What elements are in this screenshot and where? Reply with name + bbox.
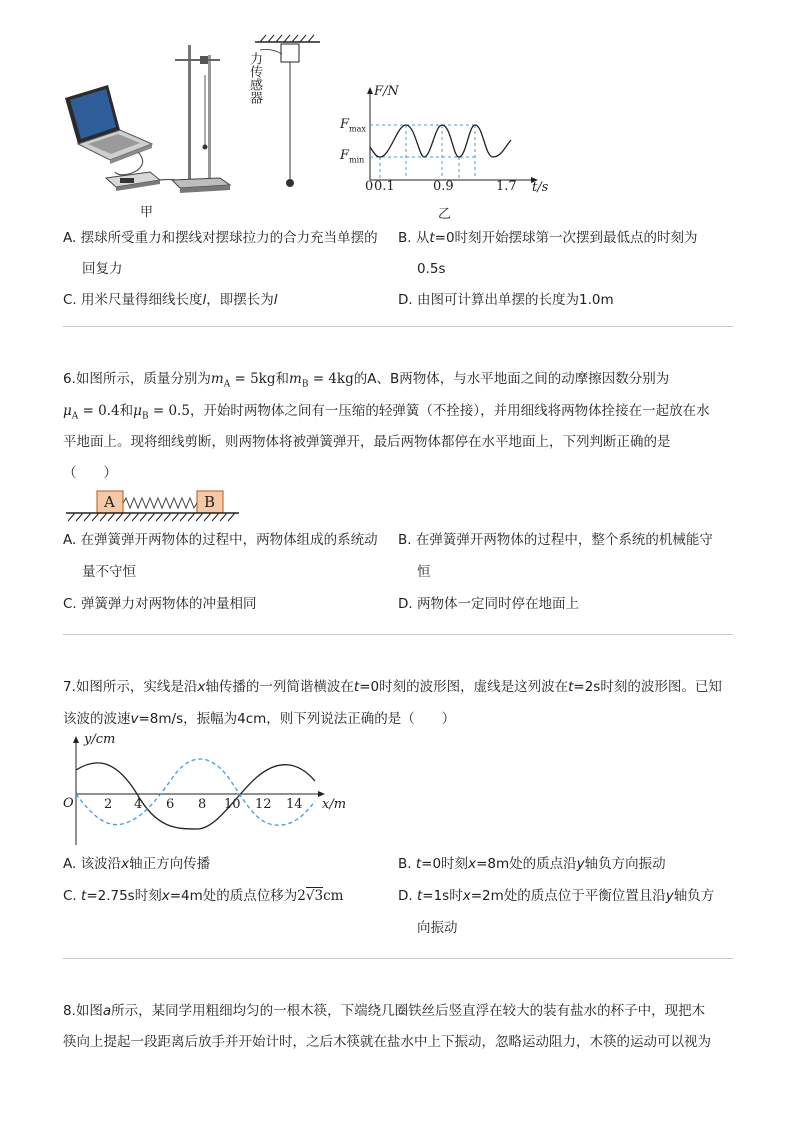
wave-tick-6: 6	[166, 797, 175, 812]
q7-option-b[interactable]: B. t=0时刻x=8m处的质点沿y轴负方向振动	[398, 856, 666, 872]
q5-option-a-line2: 回复力	[82, 261, 123, 277]
q6-stem-line3: 平地面上。现将细线剪断，则两物体将被弹簧弹开，最后两物体都停在水平地面上，下列判断正确的是	[63, 434, 671, 450]
q6-option-c[interactable]: C. 弹簧弹力对两物体的冲量相同	[63, 596, 257, 612]
iron-stand-icon	[172, 45, 230, 193]
data-logger-icon	[106, 172, 160, 191]
wave-tick-10: 10	[224, 797, 241, 812]
q7-stem-line2: 该波的波速v=8m/s，振幅为4cm，则下列说法正确的是（ ）	[63, 711, 456, 727]
q6-option-b-line2: 恒	[417, 564, 431, 580]
divider-1	[63, 326, 733, 327]
wave-tick-14: 14	[286, 797, 303, 812]
spring-figure-svg	[64, 489, 244, 523]
wave-tick-12: 12	[255, 797, 272, 812]
q6-stem-line4: （ ）	[63, 465, 117, 481]
wave-origin-label: O	[63, 796, 74, 811]
fmin-label: $F_{min}$	[340, 148, 365, 165]
wave-tick-8: 8	[198, 797, 207, 812]
graph-tick-0.9: 0.9	[433, 179, 454, 194]
q6-stem-line2: $\mu_A = 0.4$和$\mu_B = 0.5$，开始时两物体之间有一压缩的轻弹簧（不拴接），并用细线将两物体拴接在一起放在水	[63, 403, 710, 422]
q7-stem-line1: 7.如图所示，实线是沿x轴传播的一列简谐横波在t=0时刻的波形图，虚线是这列波在t=2s时刻的波形图。已知	[63, 679, 722, 695]
wave-x-axis-label: x/m	[322, 797, 347, 812]
block-b-label: B	[204, 493, 216, 511]
force-sensor-icon	[255, 35, 320, 187]
q6-option-a-line2: 量不守恒	[82, 564, 136, 580]
force-axis-label: F/N	[374, 84, 399, 99]
q6-option-b-line1[interactable]: B. 在弹簧弹开两物体的过程中，整个系统的机械能守	[398, 532, 713, 548]
spring	[123, 498, 197, 508]
q7-option-d-line2: 向振动	[417, 920, 458, 936]
graph-tick-1.7: 1.7	[496, 179, 517, 194]
q7-option-c[interactable]: C. t=2.75s时刻x=4m处的质点位移为2√3cm	[63, 888, 344, 904]
wave-graph-svg	[60, 733, 350, 851]
displacement-value: 2√3cm	[297, 888, 344, 904]
graph-tick-0: 0	[365, 179, 374, 194]
fmax-label: $F_{max}$	[340, 117, 366, 134]
q5-option-d[interactable]: D. 由图可计算出单摆的长度为1.0m	[398, 292, 614, 308]
block-a-label: A	[104, 493, 115, 511]
wave-graph	[60, 733, 350, 851]
figure-label-yi: 乙	[438, 207, 452, 222]
q6-option-a-line1[interactable]: A. 在弹簧弹开两物体的过程中，两物体组成的系统动	[63, 532, 378, 548]
q8-stem-line2: 筷向上提起一段距离后放手并开始计时，之后木筷就在盐水中上下振动，忽略运动阻力，木筷的运动可以视为	[63, 1034, 711, 1050]
q5-option-b-line2: 0.5s	[417, 261, 446, 277]
q5-option-b-line1[interactable]: B. 从t=0时刻开始摆球第一次摆到最低点的时刻为	[398, 230, 698, 246]
time-axis-label: t/s	[532, 180, 549, 195]
q6-option-d[interactable]: D. 两物体一定同时停在地面上	[398, 596, 579, 612]
figure-label-jia: 甲	[140, 205, 154, 220]
q6-stem-line1: 6.如图所示，质量分别为$m_A = 5kg$和$m_B = 4kg$的A、B两物体，与水平地面之间的动摩擦因数分别为	[63, 371, 670, 390]
wave-tick-4: 4	[134, 797, 143, 812]
divider-3	[63, 958, 733, 959]
divider-2	[63, 634, 733, 635]
wave-y-axis-label: y/cm	[84, 732, 116, 747]
spring-figure	[64, 489, 244, 523]
q7-option-a[interactable]: A. 该波沿x轴正方向传播	[63, 856, 211, 872]
wave-dashed	[76, 759, 315, 825]
q8-stem-line1: 8.如图a所示，某同学用粗细均匀的一根木筷，下端绕几圈铁丝后竖直浮在较大的装有盐水的杯子中，现把木	[63, 1003, 706, 1019]
wave-solid	[76, 763, 315, 829]
force-curve	[370, 125, 511, 157]
q5-option-a-line1[interactable]: A. 摆球所受重力和摆线对摆球拉力的合力充当单摆的	[63, 230, 378, 246]
ground-hatching	[68, 513, 235, 521]
wave-tick-2: 2	[104, 797, 113, 812]
graph-tick-0.1: 0.1	[374, 179, 395, 194]
q7-option-d-line1[interactable]: D. t=1s时x=2m处的质点位于平衡位置且沿y轴负方	[398, 888, 715, 904]
q5-option-c[interactable]: C. 用米尺量得细线长度l，即摆长为l	[63, 292, 278, 308]
sensor-label: 力传感器	[247, 52, 262, 104]
